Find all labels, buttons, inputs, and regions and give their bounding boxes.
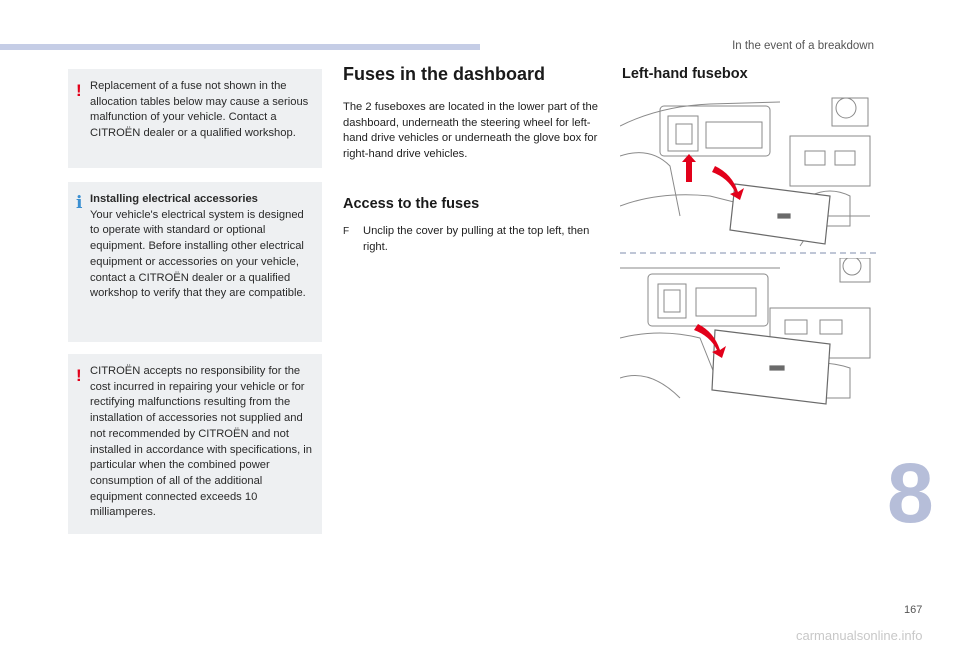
exclamation-icon: ! bbox=[76, 366, 82, 385]
info-box-accessories bbox=[68, 182, 322, 342]
step-text: Unclip the cover by pulling at the top left, then right. bbox=[363, 225, 590, 253]
info-icon: i bbox=[76, 193, 83, 213]
header-accent-bar bbox=[0, 44, 480, 50]
illustration-divider bbox=[620, 252, 876, 254]
chapter-title: In the event of a breakdown bbox=[732, 40, 874, 52]
intro-paragraph: The 2 fuseboxes are located in the lower part of the dashboard, underneath the steering wheel for left-hand drive vehicles or underneath the glove box for right-hand drive vehicles. bbox=[343, 101, 598, 161]
info-text: Your vehicle's electrical system is designed to operate with standard or optional equipment. Before installing other electrical equipment or accessories on your vehicle, contact a CITROËN dealer or a qualified workshop to verify that they are compatible. bbox=[90, 208, 306, 300]
section-title-left-fusebox: Left-hand fusebox bbox=[622, 66, 748, 82]
watermark: carmanualsonline.info bbox=[796, 628, 923, 643]
step-unclip-cover bbox=[343, 224, 593, 255]
warning-box-responsibility bbox=[68, 354, 322, 534]
section-title-access: Access to the fuses bbox=[343, 196, 480, 212]
illustration-rhd-fusebox bbox=[620, 258, 876, 408]
illustration-lhd-fusebox bbox=[620, 96, 876, 248]
info-heading: Installing electrical accessories bbox=[90, 193, 258, 205]
info-body bbox=[90, 192, 312, 302]
warning-box-fuse bbox=[68, 69, 322, 168]
chapter-number: 8 bbox=[887, 446, 934, 540]
warning-text-responsibility: CITROËN accepts no responsibility for the cost incurred in repairing your vehicle or for rectifying malfunctions resulting from the installation of accessories not supplied and not recommended by CITROËN and not installed in accordance with specifications, in particular when the combined power consumption of all of the additional equipment connected exceeds 10 milliamperes. bbox=[90, 365, 313, 519]
page-title: Fuses in the dashboard bbox=[343, 64, 546, 84]
page-number: 167 bbox=[904, 604, 923, 616]
step-bullet: F bbox=[343, 226, 350, 237]
exclamation-icon: ! bbox=[76, 81, 82, 100]
warning-text-fuse: Replacement of a fuse not shown in the allocation tables below may cause a serious malfunction of your vehicle. Contact a CITROËN dealer or a qualified workshop. bbox=[90, 80, 309, 140]
